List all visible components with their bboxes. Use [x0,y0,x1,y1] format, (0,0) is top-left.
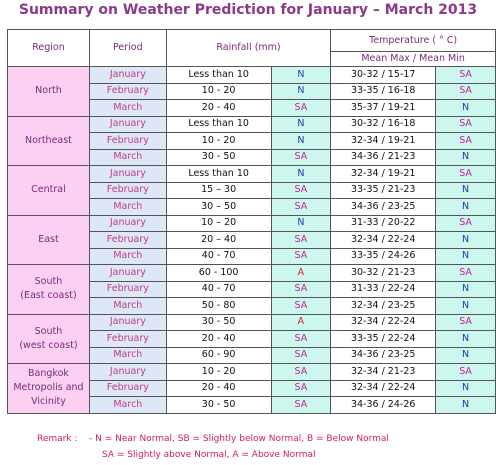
temperature-code-cell: N [436,298,496,315]
temperature-cell: 33-35 / 24-26 [331,248,436,265]
remark-label: Remark : [37,434,78,444]
rainfall-cell: 20 - 40 [166,331,271,348]
table-row [8,314,496,331]
rainfall-code-cell: N [271,133,331,150]
temperature-code-cell: SA [436,166,496,183]
temperature-cell: 32-34 / 23-25 [331,298,436,315]
rainfall-code-cell: SA [271,281,331,298]
region-name-line: North [35,85,62,97]
table-row [8,166,496,183]
period-cell: January [89,215,166,232]
temperature-cell: 32-34 / 21-23 [331,364,436,381]
rainfall-cell: 20 – 40 [166,232,271,249]
temperature-subheader: Mean Max / Mean Min [331,52,496,67]
period-cell: February [89,83,166,100]
table-row [8,215,496,232]
rainfall-code-cell: SA [271,364,331,381]
rainfall-code-cell: N [271,215,331,232]
temperature-code-cell: N [436,331,496,348]
period-cell: February [89,380,166,397]
period-cell: January [89,364,166,381]
temperature-cell: 35-37 / 19-21 [331,100,436,117]
temperature-code-cell: N [436,380,496,397]
temperature-code-cell: SA [436,133,496,150]
temperature-header: Temperature ( ° C) [331,30,496,52]
region-cell [8,67,90,117]
period-cell: February [89,133,166,150]
temperature-code-cell: SA [436,314,496,331]
rainfall-code-cell: SA [271,149,331,166]
region-name-line: Metropolis and [13,382,84,394]
rainfall-code-cell: SA [271,298,331,315]
temperature-cell: 34-36 / 23-25 [331,347,436,364]
rainfall-cell: 60 - 100 [166,265,271,282]
period-cell: March [89,149,166,166]
temperature-code-cell: N [436,182,496,199]
period-header: Period [89,30,166,67]
rainfall-cell: Less than 10 [166,166,271,183]
region-name-line: East [38,233,59,245]
rainfall-cell: Less than 10 [166,67,271,84]
rainfall-code-cell: SA [271,380,331,397]
temperature-cell: 33-35 / 16-18 [331,83,436,100]
temperature-cell: 32-34 / 22-24 [331,380,436,397]
period-cell: February [89,182,166,199]
temperature-cell: 30-32 / 16-18 [331,116,436,133]
temperature-code-cell: N [436,100,496,117]
region-name-line: South [34,276,63,288]
temperature-cell: 33-35 / 21-23 [331,182,436,199]
period-cell: January [89,116,166,133]
rainfall-cell: 20 - 40 [166,100,271,117]
temperature-code-cell: N [436,397,496,414]
rainfall-code-cell: N [271,166,331,183]
region-cell [8,265,90,315]
temperature-cell: 34-36 / 23-25 [331,199,436,216]
period-cell: March [89,298,166,315]
temperature-cell: 31-33 / 20-22 [331,215,436,232]
rainfall-cell: 10 - 20 [166,133,271,150]
table-row [8,116,496,133]
rainfall-header: Rainfall (mm) [166,30,331,67]
region-name-line: South [34,325,63,337]
rainfall-cell: 40 - 70 [166,248,271,265]
rainfall-cell: 10 - 20 [166,364,271,381]
temperature-code-cell: SA [436,116,496,133]
rainfall-cell: 60 - 90 [166,347,271,364]
period-cell: March [89,397,166,414]
region-cell [8,215,90,265]
rainfall-cell: 10 - 20 [166,83,271,100]
temperature-cell: 32-34 / 19-21 [331,166,436,183]
remark-line-2: SA = Slightly above Normal, A = Above Normal [102,450,316,460]
temperature-code-cell: SA [436,265,496,282]
remark-line-1: - N = Near Normal, SB = Slightly below Normal, B = Below Normal [89,434,389,444]
region-name-line: (East coast) [20,290,77,302]
rainfall-code-cell: SA [271,199,331,216]
region-cell [8,116,90,166]
period-cell: March [89,347,166,364]
temperature-cell: 30-32 / 21-23 [331,265,436,282]
rainfall-code-cell: N [271,67,331,84]
region-header: Region [8,30,90,67]
period-cell: February [89,331,166,348]
rainfall-cell: Less than 10 [166,116,271,133]
temperature-code-cell: SA [436,364,496,381]
rainfall-code-cell: SA [271,182,331,199]
rainfall-code-cell: SA [271,248,331,265]
rainfall-code-cell: SA [271,347,331,364]
rainfall-cell: 30 – 50 [166,199,271,216]
table-row [8,265,496,282]
rainfall-code-cell: SA [271,232,331,249]
temperature-code-cell: SA [436,67,496,84]
temperature-code-cell: SA [436,215,496,232]
region-name-line: Bangkok [28,368,69,380]
period-cell: January [89,265,166,282]
temperature-cell: 32-34 / 22-24 [331,314,436,331]
period-cell: January [89,166,166,183]
region-name-line: Central [31,184,66,196]
temperature-cell: 32-34 / 19-21 [331,133,436,150]
temperature-code-cell: N [436,199,496,216]
rainfall-cell: 15 – 30 [166,182,271,199]
temperature-cell: 30-32 / 15-17 [331,67,436,84]
rainfall-cell: 20 - 40 [166,380,271,397]
region-cell [8,364,90,414]
rainfall-cell: 50 - 80 [166,298,271,315]
rainfall-code-cell: SA [271,100,331,117]
rainfall-code-cell: A [271,265,331,282]
rainfall-code-cell: N [271,116,331,133]
weather-table [7,29,496,414]
region-name-line: Vicinity [31,396,66,408]
temperature-code-cell: N [436,248,496,265]
temperature-code-cell: SA [436,83,496,100]
temperature-cell: 34-36 / 24-26 [331,397,436,414]
temperature-cell: 31-33 / 22-24 [331,281,436,298]
rainfall-cell: 30 - 50 [166,314,271,331]
temperature-cell: 33-35 / 22-24 [331,331,436,348]
rainfall-code-cell: SA [271,331,331,348]
region-name-line: (west coast) [19,339,78,351]
rainfall-cell: 30 - 50 [166,149,271,166]
region-name-line: Northeast [25,134,72,146]
period-cell: March [89,199,166,216]
temperature-cell: 34-36 / 21-23 [331,149,436,166]
period-cell: March [89,248,166,265]
period-cell: January [89,314,166,331]
rainfall-code-cell: A [271,314,331,331]
period-cell: March [89,100,166,117]
rainfall-code-cell: N [271,83,331,100]
table-row [8,67,496,84]
weather-table-body [8,67,496,414]
period-cell: February [89,281,166,298]
temperature-code-cell: N [436,281,496,298]
period-cell: January [89,67,166,84]
region-cell [8,166,90,216]
temperature-code-cell: N [436,149,496,166]
table-row [8,364,496,381]
rainfall-code-cell: SA [271,397,331,414]
page-title: Summary on Weather Prediction for January – March 2013 [18,2,478,18]
rainfall-cell: 10 – 20 [166,215,271,232]
temperature-code-cell: N [436,232,496,249]
period-cell: February [89,232,166,249]
rainfall-cell: 30 - 50 [166,397,271,414]
rainfall-cell: 40 - 70 [166,281,271,298]
temperature-code-cell: N [436,347,496,364]
temperature-cell: 32-34 / 22-24 [331,232,436,249]
region-cell [8,314,90,364]
